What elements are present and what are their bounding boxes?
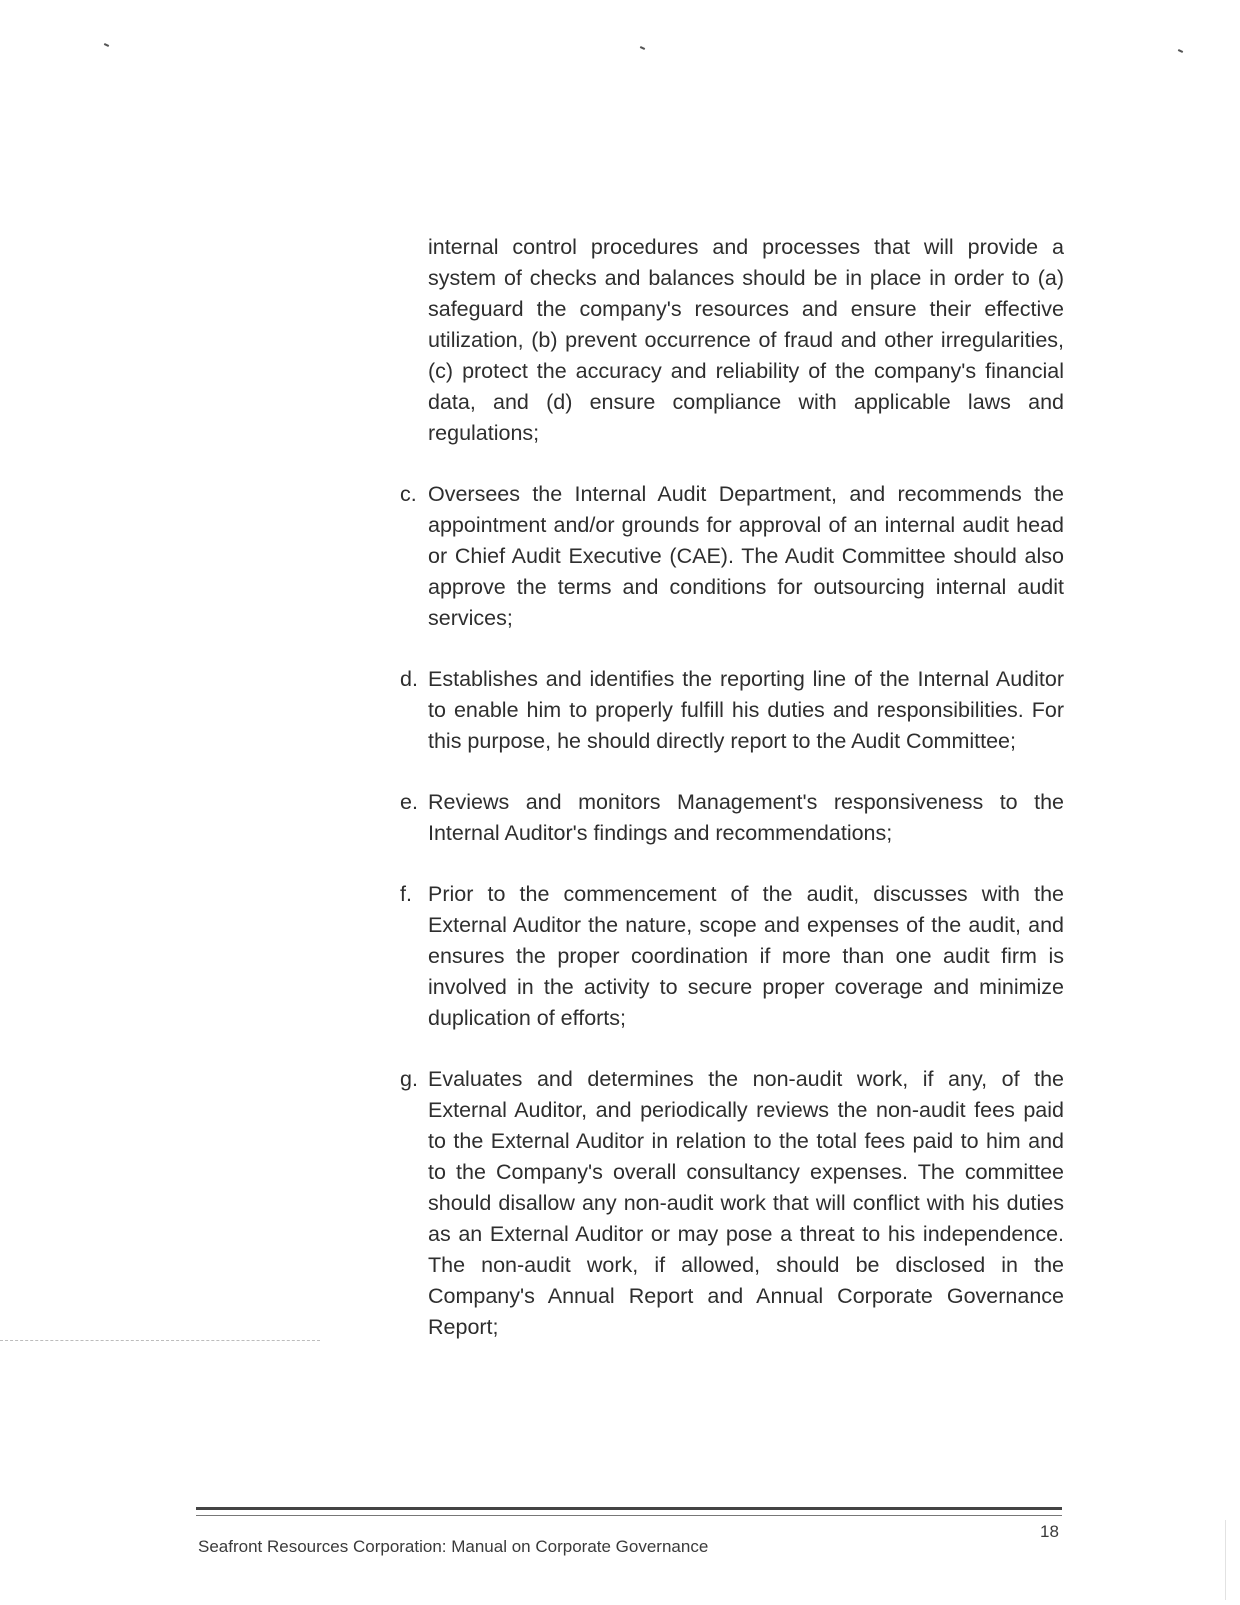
list-item-d	[400, 664, 1064, 757]
item-letter: c.	[400, 482, 417, 506]
item-text: Reviews and monitors Management's responsiveness to the Internal Auditor's findings and recommendations;	[428, 790, 1064, 845]
footer-rule	[196, 1507, 1062, 1516]
list-item-e	[400, 787, 1064, 849]
page-number: 18	[1040, 1522, 1059, 1541]
document-body	[400, 232, 1064, 1373]
intro-paragraph: internal control procedures and processes that will provide a system of checks and balances should be in place in order to (a) safeguard the company's resources and ensure their effective utilization, (b) prevent occurrence of fraud and other irregularities, (c) protect the accuracy and reliability of the company's financial data, and (d) ensure compliance with applicable laws and regulations;	[428, 235, 1064, 445]
item-letter: f.	[400, 882, 412, 906]
scan-mark-right	[1178, 49, 1183, 53]
item-letter: e.	[400, 790, 418, 814]
scan-mark-center	[640, 46, 645, 50]
list-item-f	[400, 879, 1064, 1034]
item-letter: d.	[400, 667, 418, 691]
item-text: Establishes and identifies the reporting line of the Internal Auditor to enable him to properly fulfill his duties and responsibilities. For this purpose, he should directly report to the Audit Committee;	[428, 667, 1064, 753]
scan-mark-left	[104, 43, 109, 47]
footer-title: Seafront Resources Corporation: Manual on Corporate Governance	[198, 1537, 709, 1556]
item-text: Oversees the Internal Audit Department, and recommends the appointment and/or grounds for approval of an internal audit head or Chief Audit Executive (CAE). The Audit Committee should also approve the terms and conditions for outsourcing internal audit services;	[428, 482, 1064, 630]
scan-artifact-line	[0, 1340, 320, 1341]
scan-artifact-edge	[1225, 1520, 1226, 1600]
list-item-g	[400, 1064, 1064, 1343]
item-letter: g.	[400, 1067, 418, 1091]
item-text: Prior to the commencement of the audit, discusses with the External Auditor the nature, scope and expenses of the audit, and ensures the proper coordination if more than one audit firm is involved in the activity to secure proper coverage and minimize duplication of efforts;	[428, 882, 1064, 1030]
item-text: Evaluates and determines the non-audit work, if any, of the External Auditor, and periodically reviews the non-audit fees paid to the External Auditor in relation to the total fees paid to him and to the Company's overall consultancy expenses. The committee should disallow any non-audit work that will conflict with his duties as an External Auditor or may pose a threat to his independence. The non-audit work, if allowed, should be disclosed in the Company's Annual Report and Annual Corporate Governance Report;	[428, 1067, 1064, 1339]
list-item-c	[400, 479, 1064, 634]
